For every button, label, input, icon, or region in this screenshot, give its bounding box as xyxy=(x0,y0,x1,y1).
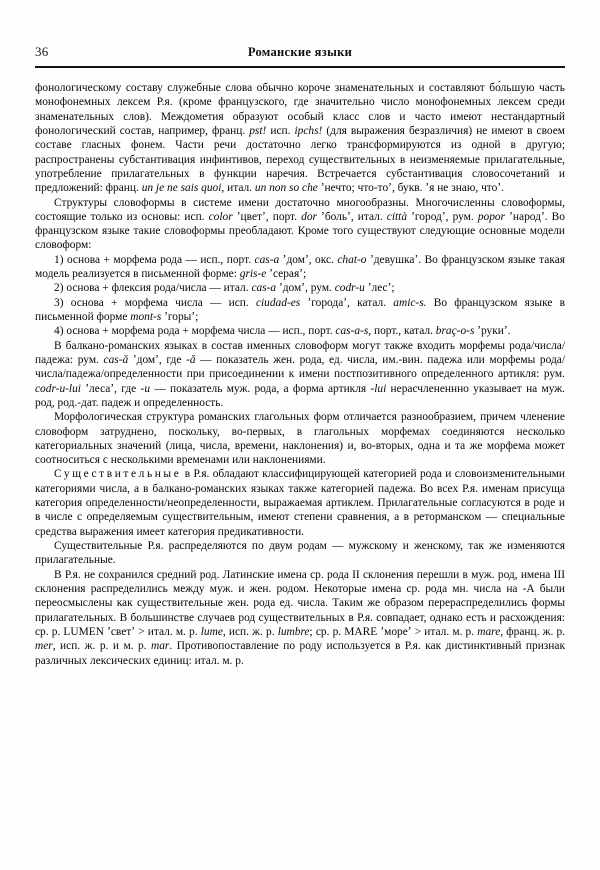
page-header xyxy=(35,44,565,64)
body-paragraph xyxy=(35,324,565,338)
running-head-title: Романские языки xyxy=(247,45,353,59)
italic-term: lumbre xyxy=(277,625,310,638)
text-run: ʼнародʼ. Во французском языке такие словоформы преобладают. Кроме того существуют следующие основные модели словоформ: xyxy=(35,210,565,252)
body-paragraph xyxy=(35,196,565,253)
italic-term: codr-u xyxy=(334,282,365,295)
text-run: , франц. ж. р. xyxy=(500,625,565,638)
text-run: ʼрукиʼ. xyxy=(474,325,511,338)
italic-term: un je ne sais quoi xyxy=(141,182,222,195)
text-run: ; ср. р. MARE ʼмореʼ > итал. м. р. xyxy=(309,625,478,638)
italic-term: ipchs! xyxy=(294,124,323,137)
text-run: В Р.я. не сохранился средний род. Латинские имена ср. рода II склонения перешли в муж. род, имена III склонения распределились между муж. и жен. родом. Некоторые имена ср. рода мн. числа на -А были переосмыслены как существительные жен. рода ед. числа. Таким же образом перераспределились формы прилагательных. В большинстве случаев род существительных в Р.я. совпадает, однако есть и расхождения: ср. р. LUMEN ʼсветʼ > итал. м. р. xyxy=(35,568,565,638)
text-run: ʼдомʼ, окс. xyxy=(279,253,338,266)
text-run: . Противопоставление по роду используется в Р.я. как дистинктивный признак различных лексических единиц: итал. м. р. xyxy=(35,640,565,667)
italic-term: -lui xyxy=(370,382,387,395)
text-run: (для выражения безразличия) не имеют в своем составе гласных фонем. Части речи достаточно легко трансформируются из одной в другую; распространены субстантивация инфинтивов, переход существительных в неизменяемые прилагательные, употребление прилагательных в функции наречия. Встречается субстантивация словосочетаний и предложений: франц. xyxy=(35,124,565,195)
italic-term: mar xyxy=(151,640,170,653)
body-paragraph xyxy=(35,568,565,668)
italic-term: amic-s. xyxy=(393,296,427,309)
text-run: В балкано-романских языках в состав именных словоформ могут также входить морфемы рода/числа/падежа: рум. xyxy=(35,339,565,366)
italic-term: cas-a xyxy=(254,253,280,266)
italic-term: cas-ă xyxy=(103,353,129,366)
text-run: , итал. xyxy=(221,182,255,195)
text-run: Во французском языке в письменной форме xyxy=(35,296,565,323)
text-run: нерасчлененнно указывает на муж. род, род.-дат. падеж и определенность. xyxy=(35,382,565,409)
text-run: ʼлесаʼ, где xyxy=(80,382,141,395)
text-run: ʼсераяʼ; xyxy=(266,268,307,281)
text-run: , порт., катал. xyxy=(368,325,436,338)
italic-term: gris-e xyxy=(239,268,267,281)
text-run: бо́льшую xyxy=(489,82,535,94)
body-paragraph xyxy=(35,467,565,539)
header-rule xyxy=(35,66,565,68)
text-run: — показатель муж. рода, а форма артикля xyxy=(150,382,371,395)
text-run: ʼгородаʼ, катал. xyxy=(300,296,394,309)
italic-term: mare xyxy=(477,625,501,638)
italic-term: cas-a-s xyxy=(335,325,369,338)
italic-term: lume xyxy=(200,625,223,638)
italic-term: chat-o xyxy=(337,253,367,266)
italic-term: braç-o-s xyxy=(435,325,475,338)
text-run: ʼбольʼ, итал. xyxy=(316,210,387,223)
body-paragraph xyxy=(35,253,565,282)
text-run: ʼцветʼ, порт. xyxy=(232,210,302,223)
text-run: 2) основа + флексия рода/числа — итал. xyxy=(54,282,252,295)
body-paragraph xyxy=(35,339,565,411)
text-run: в Р.я. обладают классифицирующей категорией рода и словоизменительными категориями числа, а в балкано-романских языках также категорией падежа. Во всех Р.я. именам присуща категория определенности/неопределенности, выражаемая артиклем. Прилагательные согласуются в роде и в числе с определяемым существительным, имеют степени сравнения, а в реторманском — специальные средства выражения имеет категория предикативности. xyxy=(35,468,565,538)
text-run: фонологическому составу служебные слова обычно короче знаменательных и составляют xyxy=(35,82,490,94)
text-run: Морфологическая структура романских глагольных форм отличается разнообразием, причем членение словоформ затруднено, поскольку, во-первых, в глагольных морфемах соединяются несколько категориальных значений (лица, числа, времени, наклонения) и, во-вторых, одна и та же морфема может соотноситься с несколькими временами или наклонениями. xyxy=(35,411,565,467)
italic-term: mont-s xyxy=(130,311,162,323)
body-paragraph xyxy=(35,281,565,295)
text-run: ʼдомʼ, где xyxy=(128,353,187,366)
italic-term: un non so che xyxy=(254,182,318,195)
text-run: ʼгородʼ, рум. xyxy=(407,210,478,223)
body-paragraph xyxy=(35,539,565,568)
body-paragraph xyxy=(35,296,565,325)
text-run: ʼдомʼ, рум. xyxy=(276,282,335,295)
text-run: , исп. ж. р. xyxy=(222,625,278,638)
text-run: Существительные Р.я. распределяются по двум родам — мужскому и женскому, так же изменяются прилагательные. xyxy=(35,540,565,567)
text-run: ʼлесʼ; xyxy=(364,282,395,295)
italic-term: -ă xyxy=(186,353,196,366)
italic-term: cas-a xyxy=(251,282,277,295)
text-run: ʼгорыʼ; xyxy=(161,311,199,323)
italic-term: mer xyxy=(35,640,53,653)
text-run: , исп. ж. р. и м. р. xyxy=(52,640,152,653)
text-run: Структуры словоформы в системе имени достаточно многообразны. Многочисленны словоформы, состоящие только из основы: исп. xyxy=(35,196,565,223)
text-run: часть монофонемных лексем Р.я. (кроме французского, где значительно число монофонемных лексем среди знаменательных слов). Междометия образуют особый класс слов и часто имеют нестандартный фонологический состав, например, франц. xyxy=(35,82,565,137)
text-run: 4) основа + морфема рода + морфема числа — исп., порт. xyxy=(54,325,336,338)
text-run: ʼнечто; что-тоʼ, букв. ʼя не знаю, чтоʼ. xyxy=(317,182,504,195)
page-number: 36 xyxy=(35,44,49,59)
italic-term: popor xyxy=(477,210,506,223)
body-paragraph xyxy=(35,81,565,196)
italic-term: città xyxy=(386,210,408,223)
italic-term: dor xyxy=(301,210,317,223)
italic-term: -u xyxy=(140,382,151,395)
text-run: ʼдевушкаʼ. Во французском языке такая модель реализуется в письменной форме: xyxy=(35,253,566,281)
italic-term: ciudad-es xyxy=(255,296,301,309)
italic-term: pst! xyxy=(249,124,267,137)
text-run: исп. xyxy=(266,124,295,137)
body-text-column xyxy=(35,81,565,668)
italic-term: codr-u-lui xyxy=(35,382,81,395)
text-run: — показатель жен. рода, ед. числа, им.-вин. падежа или морфемы рода/числа/падежа/определенности при присоединении к имени постпозитивного определенного артикля: рум. xyxy=(35,353,566,381)
text-run: 1) основа + морфема рода — исп., порт. xyxy=(54,253,255,266)
body-paragraph xyxy=(35,410,565,467)
spaced-emphasis: Существительные xyxy=(54,468,182,481)
italic-term: color xyxy=(208,210,233,223)
text-run: 3) основа + морфема числа — исп. xyxy=(54,296,256,309)
